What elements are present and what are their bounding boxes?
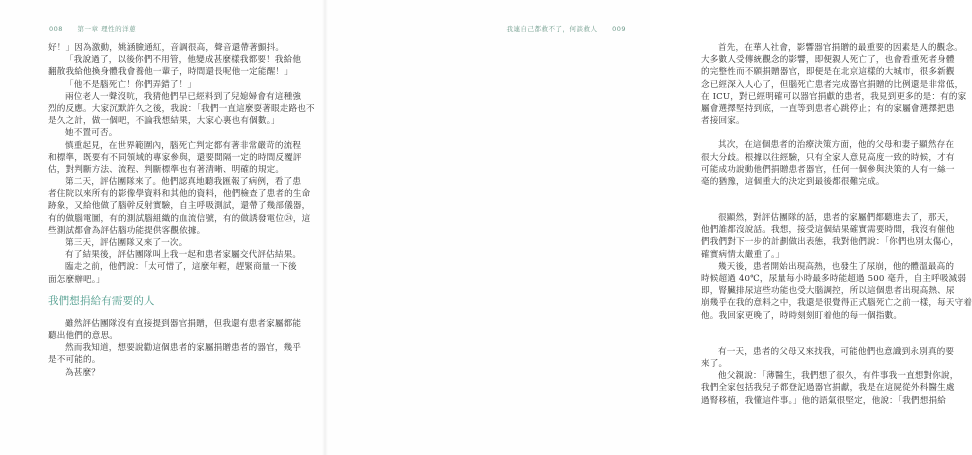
left-body-text [48,42,315,379]
text-line: 的完整性而不願捐贈器官，即便是在北京這樣的大城市，很多新觀 [701,67,955,78]
text-line: 即，腎臟排尿這些功能也受大腦調控，所以這個患者出現高熱、尿 [701,286,955,297]
left-page [0,0,325,455]
text-line: 我們全家包括我兒子都登記過器官捐獻，我是在這屍從外科醫生處 [701,383,955,394]
text-line: 臨走之前，他們說：「太可惜了，這麼年輕，趕緊商量一下後 [65,262,297,273]
text-line: 然而我知道，想要說勸這個患者的家屬捐贈患者的器官，幾乎 [65,343,302,354]
text-line: 來了。 [701,358,728,369]
right-paragraph-4 [701,346,959,407]
text-line: 慎重起見，在世界範圍內，腦死亡判定都有著非常嚴苛的流程 [65,140,302,151]
text-line: 有了結果後，評估團隊叫上我一起和患者家屬交代評估結果。 [65,250,302,261]
text-line: 好！」因為激動，姚涵臉通紅，音調很高，聲音還帶著顫抖。 [48,43,285,53]
text-line: 在 ICU，對已經明確可以器官捐獻的患者，我見到更多的是：有的家 [701,91,967,102]
text-line: 兩位老人一聲沒吭，我猜他們早已經料到了兒媳婦會有這種強 [65,91,302,102]
right-paragraph-3 [701,212,972,322]
text-line: 們我們對下一步的計劃做出表態，我對他們說：「你們也別太傷心， [701,237,960,248]
text-line: 有一天，患者的父母又來找我，可能他們也意識到永別真的要 [718,346,955,357]
text-line: 很大分歧。根據以往經驗，只有全家人意見高度一致的時候，才有 [701,152,955,163]
text-line: 屬會選擇堅持到底，一直等到患者心跳停止；有的家屬會選擇把患 [701,103,955,114]
text-line: 是久之計，做一個吧，不論我想結果，大家心裏也有個數。」 [48,116,280,127]
text-line: 她不置可否。 [65,128,118,139]
left-chapter-title: 第一章 理性的洋蔥 [77,25,137,33]
right-page [325,0,972,455]
text-line: 其次，在這個患者的治療決策方面，他的父母和妻子顯然存在 [718,140,955,151]
text-line: 時候超過 40℃，尿量每小時最多時能超過 500 毫升，自主呼吸減弱 [701,274,967,284]
left-paragraphs-bottom [48,318,302,379]
left-page-header [49,24,136,33]
text-line: 第二天，評估團隊來了。他們認真地聽我匯報了病例，看了患 [65,177,302,188]
text-line: 過腎移植，我懂這件事。」他的語氣很堅定，他說：「我們想捐給 [701,395,946,406]
text-line: 他父親說：「薄醫生，我們想了很久，有件事我一直想對你說， [718,371,959,382]
text-line: 念已經深入人心了，但腦死亡患者完成器官捐贈的比例還是非常低， [701,79,964,90]
text-line: 確實病情太嚴重了。」 [701,249,785,260]
text-line: 他。我回家更晚了，時時刻刻盯着他的每一個指數。 [701,310,903,321]
text-line: 有的做腦電圖，有的測試腦組織的血流信號，有的做誘發電位㉔，這 [48,213,311,224]
left-page-number: 008 [49,25,63,33]
text-line: 可能成功說動他們捐贈患者器官，任何一個參與決策的人有一絲一 [701,164,955,175]
right-page-number: 009 [612,25,626,33]
right-body-text [701,42,972,407]
text-line: 崩幾乎在我的意料之中，我還是很覺得正式腦死亡之前一樣，每天守着 [701,298,972,309]
text-line: 雖然評估團隊沒有直接提到器官捐贈，但我還有患者家屬都能 [65,318,302,329]
text-line: 烈的反應。大家沉默許久之後，我說：「我們一直這麼耍著眼走路也不 [48,103,315,114]
text-line: 首先，在華人社會，影響器官捐贈的最重要的因素是人的觀念。 [718,43,963,53]
text-line: 些測試都會為評估腦功能提供客觀依據。 [48,225,206,236]
text-line: 毫的猶豫，這個重大的決定到最後都很難完成。 [701,176,885,187]
text-line: 者接回家。 [701,116,745,127]
right-paragraph-2 [701,139,955,188]
left-paragraphs-top [48,42,315,286]
right-page-header [507,24,627,33]
text-line: 估，對判斷方法、流程、判斷標準也有著清晰、明確的規定。 [48,164,285,175]
text-line: 翻散我給他換身體我會養他一輩子，時間還長呢他一定能醒！」 [48,67,293,78]
text-line: 聽出他們的意思。 [48,330,118,341]
text-line: 為甚麼？ [65,367,100,378]
section-heading: 我們想捐給有需要的人 [48,294,155,307]
text-line: 和標準，既要有不同領域的專家參與，還要間隔一定的時間反覆評 [48,152,302,163]
right-running-title: 我連自己都救不了，何談救人 [506,25,598,33]
text-line: 第三天，評估團隊又來了一次。 [65,238,188,248]
text-line: 「我說過了，以後你們不用管，他變成甚麼樣我都要！我給他 [65,55,302,66]
text-line: 者住院以來所有的影像學資料和其他的資料，他們檢查了患者的生命 [48,189,311,200]
text-line: 很顯然，對評估團隊的話，患者的家屬們都聽進去了，那天， [718,213,955,224]
text-line: 是不可能的。 [48,355,101,366]
right-paragraph-1 [701,42,967,127]
text-line: 「他不是腦死亡！你們弄錯了！」 [65,79,197,90]
text-line: 幾天後，患者開始出現高熱，也發生了尿崩，他的體溫最高的 [718,261,955,272]
text-line: 面怎麼辦吧。」 [48,274,105,285]
text-line: 大多數人受傳統觀念的影響，即便親人死亡了，也會看重死者身體 [701,55,955,66]
text-line: 跡象，又給他做了腦幹反射實驗，自主呼吸測試，還帶了幾部儀器， [48,201,311,212]
text-line: 他們誰都沒說話。我想，接受這個結果確實需要時間，我沒有催他 [701,225,955,236]
